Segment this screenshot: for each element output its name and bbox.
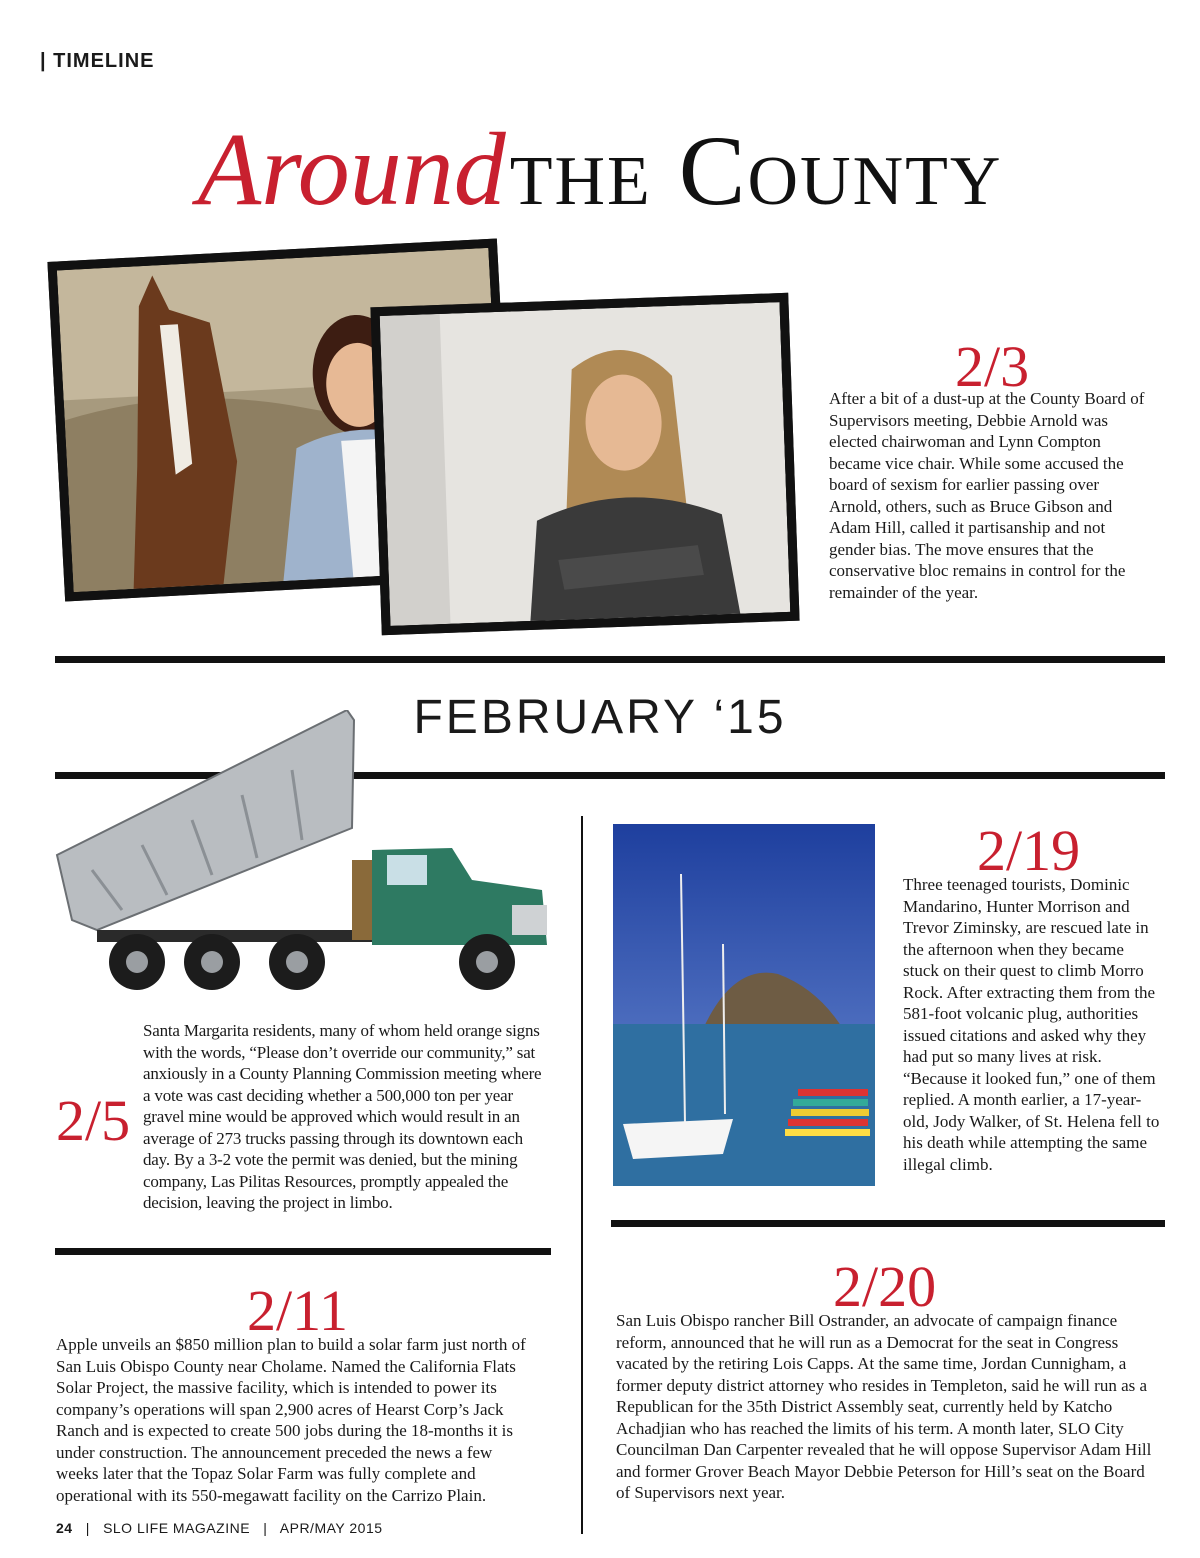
entry-date-2-5: 2/5 bbox=[56, 1088, 131, 1153]
magazine-name: SLO LIFE MAGAZINE bbox=[103, 1520, 251, 1536]
entry-date-2-20: 2/20 bbox=[833, 1254, 937, 1319]
section-bar: | bbox=[40, 50, 54, 72]
page-title bbox=[0, 110, 1200, 229]
photo-morro-rock-harbor bbox=[613, 824, 875, 1186]
rule-left-lower bbox=[55, 1248, 551, 1255]
column-divider bbox=[581, 816, 583, 1534]
issue-date: APR/MAY 2015 bbox=[279, 1520, 383, 1536]
footer-separator: | bbox=[85, 1520, 90, 1536]
title-around: Around bbox=[197, 112, 506, 227]
month-heading: FEBRUARY ‘15 bbox=[413, 691, 787, 744]
dump-truck-icon bbox=[52, 710, 552, 1010]
rule-top bbox=[55, 656, 1165, 663]
photo-woman-portrait bbox=[370, 293, 799, 635]
entry-text-2-5: Santa Margarita residents, many of whom held orange signs with the words, “Please don’t override our community,” sat anxiously in a County Planning Commission meeting where a vote was cast deciding whether a 500,000 ton per year gravel mine would be approved which would result in an average of 273 trucks passing through its downtown each day. By a 3-2 vote the permit was denied, but the mining company, Las Pilitas Resources, promptly appealed the decision, leaving the project in limbo. bbox=[143, 1021, 542, 1212]
page-footer bbox=[56, 1520, 383, 1536]
page-number: 24 bbox=[56, 1520, 73, 1536]
entry-text-2-3: After a bit of a dust-up at the County Board of Supervisors meeting, Debbie Arnold was elected chairwoman and Lynn Compton became vice chair. While some accused the board of sexism for earlier passing over Arnold, others, such as Bruce Gibson and Adam Hill, called it partisanship and not gender bias. The move ensures that the conservative bloc remains in control for the remainder of the year. bbox=[829, 389, 1145, 602]
entry-text-2-19: Three teenaged tourists, Dominic Mandarino, Hunter Morrison and Trevor Ziminsky, are rescued late in the afternoon when they became stuck on their quest to climb Morro Rock. After extracting them from the 581-foot volcanic plug, authorities issued citations and asked why they had put so many lives at risk. “Because it looked fun,” one of them replied. A month earlier, a 17-year-old, Jody Walker, of St. Helena fell to his death while attempting the same illegal climb. bbox=[903, 875, 1160, 1174]
dump-truck-image bbox=[52, 710, 552, 1010]
entry-date-2-3: 2/3 bbox=[955, 334, 1030, 399]
entry-date-2-19: 2/19 bbox=[977, 818, 1081, 883]
rule-right-lower bbox=[611, 1220, 1165, 1227]
entry-text-2-11: Apple unveils an $850 million plan to build a solar farm just north of San Luis Obispo County near Cholame. Named the California Flats Solar Project, the massive facility, which is intended to power its company’s operations will span 2,900 acres of Hearst Corp’s Jack Ranch and is expected to create 500 jobs during the 18-months it is under construction. The announcement preceded the news a few weeks later that the Topaz Solar Farm was fully complete and operational with its 550-megawatt facility on the Carrizo Plain. bbox=[56, 1335, 526, 1505]
footer-separator: | bbox=[263, 1520, 268, 1536]
title-the-county: the County bbox=[509, 115, 1003, 226]
entry-date-2-11: 2/11 bbox=[247, 1278, 348, 1343]
portrait-photo-illustration bbox=[380, 302, 791, 626]
harbor-photo-illustration bbox=[613, 824, 875, 1186]
entry-text-2-20: San Luis Obispo rancher Bill Ostrander, an advocate of campaign finance reform, announced that he will run as a Democrat for the seat in Congress vacated by the retiring Lois Capps. At the same time, Jordan Cunnigham, a former deputy district attorney who resides in Templeton, said he will run as a Republican for the 35th District Assembly seat, currently held by Katcho Achadjian who has reached the limits of his term. A month later, SLO City Councilman Dan Carpenter revealed that he will oppose Supervisor Adam Hill and former Grover Beach Mayor Debbie Peterson for Hill’s seat on the Board of Supervisors next year. bbox=[616, 1311, 1152, 1502]
section-label: | TIMELINE bbox=[40, 50, 155, 72]
